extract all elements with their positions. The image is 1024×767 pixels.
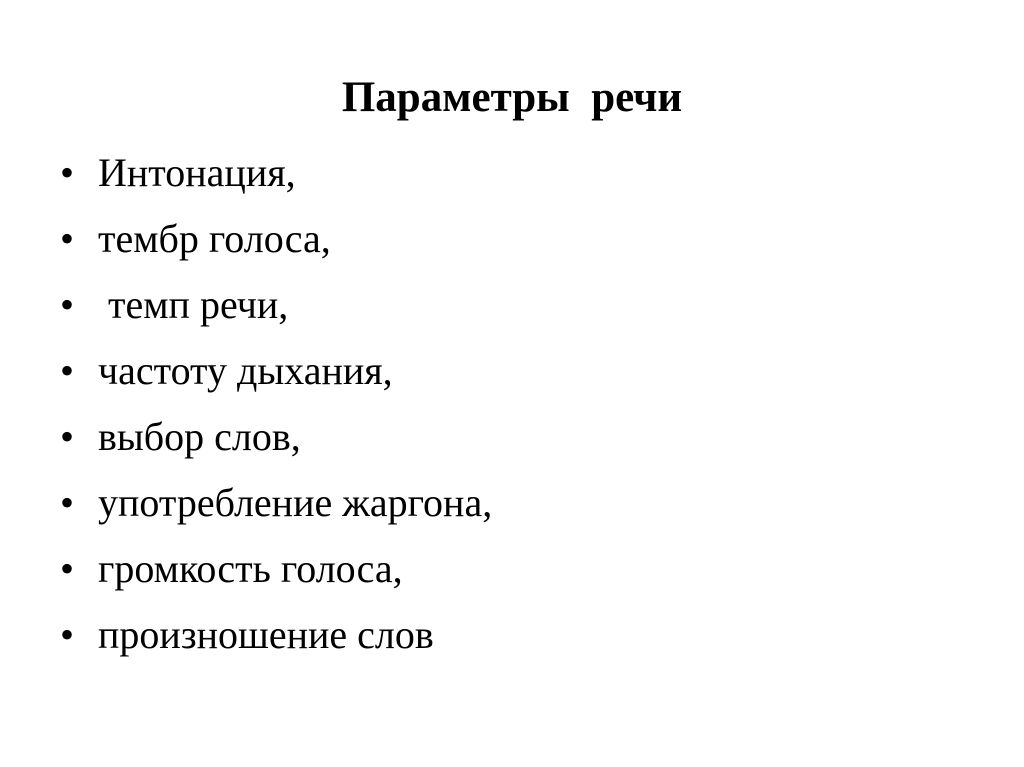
list-item bbox=[60, 272, 492, 338]
bullet-icon: • bbox=[60, 612, 75, 657]
list-item-text: громкость голоса, bbox=[98, 546, 403, 591]
list-item-text: произношение слов bbox=[98, 612, 434, 657]
list-item bbox=[60, 470, 492, 536]
list-item-text: выбор слов, bbox=[98, 414, 301, 459]
list-item bbox=[60, 404, 492, 470]
list-item bbox=[60, 536, 492, 602]
list-item-text: употребление жаргона, bbox=[98, 480, 493, 525]
bullet-icon: • bbox=[60, 348, 75, 393]
list-item bbox=[60, 338, 492, 404]
bullet-icon: • bbox=[60, 282, 75, 327]
list-item-text: тембр голоса, bbox=[98, 216, 331, 261]
bullet-icon: • bbox=[60, 216, 75, 261]
bullet-icon: • bbox=[60, 150, 75, 195]
bullet-list bbox=[60, 140, 492, 668]
list-item bbox=[60, 140, 492, 206]
bullet-icon: • bbox=[60, 546, 75, 591]
list-item bbox=[60, 206, 492, 272]
list-item-text: темп речи, bbox=[98, 282, 289, 327]
list-item-text: Интонация, bbox=[98, 150, 296, 195]
list-item bbox=[60, 602, 492, 668]
bullet-icon: • bbox=[60, 414, 75, 459]
bullet-icon: • bbox=[60, 480, 75, 525]
list-item-text: частоту дыхания, bbox=[98, 348, 393, 393]
slide-title: Параметры речи bbox=[341, 74, 683, 121]
